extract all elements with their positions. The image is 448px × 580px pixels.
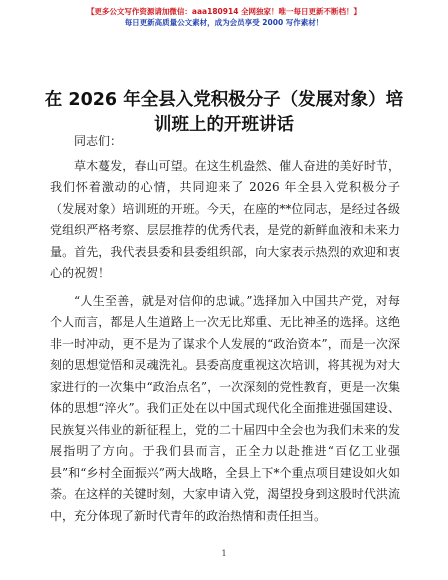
promo-banner-line-1: 【更多公文写作资源请加微信：aaa180914 全网独家！唯一每日更新不断档！】 [86,7,362,16]
greeting: 同志们： [74,134,123,148]
promo-banner [0,6,448,28]
paragraph-2: “人生至善，就是对信仰的忠诚。”选择加入中国共产党，对每个人而言，都是人生道路上一次无比郑重、无比神圣的选择。这绝非一时冲动，更不是为了谋求个人发展的“政治资本”，而是一次深刻的思想觉悟和灵魂洗礼。县委高度重视这次培训，将其视为对大家进行的一次集中“政治点名”，一次深刻的党性教育，更是一次集体的思想“淬火”。我们正处在以中国式现代化全面推进强国建设、民族复兴伟业的新征程上，党的二十届四中全会也为我们未来的发展指明了方向。于我们县而言，正全力以赴推进“百亿工业强县”和“乡村全面振兴”两大战略，全县上下*个重点项目建设如火如荼。在这样的关键时刻，大家申请入党，渴望投身到这股时代洪流中，充分体现了新时代青年的政治热情和责任担当。 [50,293,400,523]
page-number: 1 [221,549,227,558]
paragraph-1: 草木蔓发，春山可望。在这生机盎然、催人奋进的美好时节，我们怀着激动的心情，共同迎来了 2026 年全县入党积极分子（发展对象）培训班的开班。今天，在座的**位同志，是经过各级党组织严格考察、层层推荐的优秀代表，是党的新鲜血液和未来力量。首先，我代表县委和县委组织部，向大家表示热烈的欢迎和衷心的祝贺！ [50,158,400,280]
document-body [50,131,400,533]
document-title: 在 2026 年全县入党积极分子（发展对象）培训班上的开班讲话 [44,90,404,135]
promo-banner-line-2: 每日更新高质量公文素材，成为会员享受 2000 写作素材！ [124,18,324,27]
